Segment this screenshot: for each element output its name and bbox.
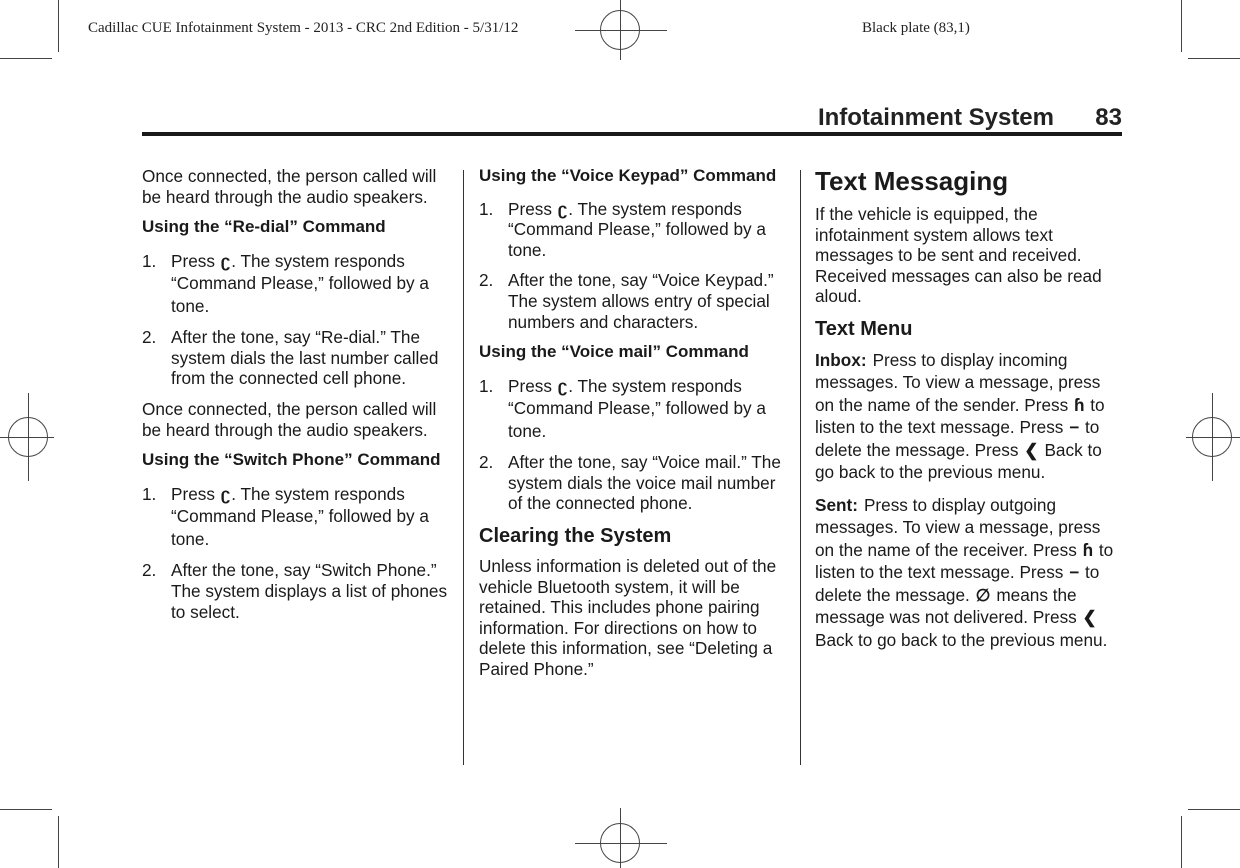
step-number: 2. — [479, 452, 494, 473]
sent-term: Sent: — [815, 494, 858, 515]
speaker-icon: ɦ — [1074, 394, 1085, 415]
section-title: Infotainment System — [817, 104, 1054, 131]
not-delivered-icon: ∅ — [975, 584, 991, 605]
column-divider-1 — [463, 170, 464, 765]
step-text-pre: Press — [171, 483, 215, 504]
inbox-back: Back to go back to the previous menu. — [815, 439, 1102, 483]
step-number: 1. — [142, 250, 157, 271]
step-text-post: . The system responds “Command Please,” followed by a tone. — [171, 250, 429, 316]
sent-paragraph — [815, 494, 1121, 652]
registration-mark-top-v — [620, 0, 621, 60]
voice-icon: ʗ — [220, 250, 231, 271]
crop-mark-bottom-right-v — [1181, 816, 1182, 868]
inbox-text: Press to display incoming messages. To view a message, press on the name of the sender. — [815, 349, 1101, 415]
text-messaging-title: Text Messaging — [815, 166, 1009, 196]
print-slug-left: Cadillac CUE Infotainment System - 2013 - CRC 2nd Edition - 5/31/12 — [88, 20, 519, 36]
inbox-press: Press — [1024, 394, 1069, 415]
step-number: 2. — [142, 327, 157, 348]
column-divider-2 — [800, 170, 801, 765]
step-text: After the tone, say “Voice mail.” The system dials the voice mail number of the connected phone. — [508, 452, 781, 514]
inbox-listen: to listen to the text message. Press — [815, 394, 1105, 438]
sent-listen: to listen to the text message. Press — [815, 539, 1114, 583]
inbox-delete: to delete the message. Press — [815, 417, 1100, 460]
sent-delete: to delete the message. — [815, 562, 1100, 605]
sent-text: Press to display outgoing messages. To view a message, press on the name of the receiver. — [815, 494, 1101, 560]
list-item — [479, 452, 785, 514]
minus-icon: − — [1069, 417, 1080, 438]
registration-mark-left-v — [28, 393, 29, 481]
column-2 — [479, 166, 785, 690]
outro-paragraph: Once connected, the person called will be heard through the audio speakers. — [142, 399, 437, 440]
step-number: 1. — [479, 375, 494, 396]
intro-paragraph: Once connected, the person called will be heard through the audio speakers. — [142, 166, 437, 207]
inbox-paragraph — [815, 349, 1121, 484]
back-icon: ❮ — [1082, 607, 1097, 628]
clearing-heading: Clearing the System — [479, 525, 672, 548]
crop-mark-top-right-v — [1181, 0, 1182, 52]
step-text-post: . The system responds “Command Please,” followed by a tone. — [508, 375, 766, 441]
sent-back: Back to go back to the previous menu. — [815, 629, 1108, 650]
step-number: 1. — [142, 483, 157, 504]
step-text-post: . The system responds “Command Please,” followed by a tone. — [171, 483, 429, 549]
voice-icon: ʗ — [557, 375, 568, 396]
clearing-paragraph: Unless information is deleted out of the vehicle Bluetooth system, it will be retained. This includes phone pairing information. For directions on how to delete this information, see “Deleting a Paired Phone.” — [479, 556, 777, 679]
step-number: 2. — [142, 560, 157, 581]
back-icon: ❮ — [1024, 439, 1039, 460]
step-text: After the tone, say “Switch Phone.” The system displays a list of phones to select. — [171, 560, 448, 622]
step-text-pre: Press — [171, 250, 215, 271]
page-number: 83 — [1095, 104, 1122, 131]
text-menu-heading: Text Menu — [815, 317, 913, 340]
column-3 — [815, 166, 1121, 661]
crop-mark-top-left-v — [58, 0, 59, 52]
crop-mark-bottom-right-h — [1188, 809, 1240, 810]
inbox-term: Inbox: — [815, 349, 867, 370]
crop-mark-top-left-h — [0, 58, 52, 59]
step-number: 2. — [479, 270, 494, 291]
step-text: After the tone, say “Re-dial.” The system dials the last number called from the connected cell phone. — [171, 327, 439, 389]
step-text: After the tone, say “Voice Keypad.” The system allows entry of special numbers and characters. — [508, 270, 774, 332]
voice-mail-heading: Using the “Voice mail” Command — [479, 342, 749, 362]
redial-heading: Using the “Re-dial” Command — [142, 217, 386, 237]
sent-means: means the message was not delivered. Press — [815, 584, 1077, 628]
minus-icon: − — [1069, 562, 1080, 583]
list-item — [142, 327, 452, 389]
sent-press: Press — [1032, 539, 1077, 560]
step-text-pre: Press — [508, 198, 552, 219]
print-slug-right: Black plate (83,1) — [862, 20, 970, 36]
voice-icon: ʗ — [220, 483, 231, 504]
crop-mark-bottom-left-v — [58, 816, 59, 868]
list-item — [479, 270, 785, 332]
registration-mark-bottom-v — [620, 808, 621, 868]
registration-mark-right-v — [1212, 393, 1213, 481]
running-head — [142, 104, 1122, 132]
step-text-pre: Press — [508, 375, 552, 396]
redial-steps — [142, 250, 452, 389]
text-messaging-intro: If the vehicle is equipped, the infotainment system allows text messages to be sent and received. Received messages can also be read aloud. — [815, 204, 1102, 307]
switch-phone-heading: Using the “Switch Phone” Command — [142, 450, 441, 470]
crop-mark-bottom-left-h — [0, 809, 52, 810]
step-text-post: . The system responds “Command Please,” followed by a tone. — [508, 198, 766, 260]
voice-keypad-steps — [479, 199, 785, 333]
voice-mail-steps — [479, 375, 785, 514]
column-1 — [142, 166, 452, 632]
list-item — [479, 375, 785, 443]
list-item — [142, 483, 452, 551]
step-number: 1. — [479, 198, 494, 219]
voice-icon: ʗ — [557, 198, 568, 219]
list-item — [479, 199, 785, 261]
speaker-icon: ɦ — [1082, 539, 1094, 560]
header-rule — [142, 132, 1122, 136]
crop-mark-top-right-h — [1188, 58, 1240, 59]
voice-keypad-heading: Using the “Voice Keypad” Command — [479, 166, 777, 185]
list-item — [142, 560, 452, 622]
list-item — [142, 250, 452, 318]
registration-mark-left-h — [0, 437, 54, 438]
switch-phone-steps — [142, 483, 452, 622]
